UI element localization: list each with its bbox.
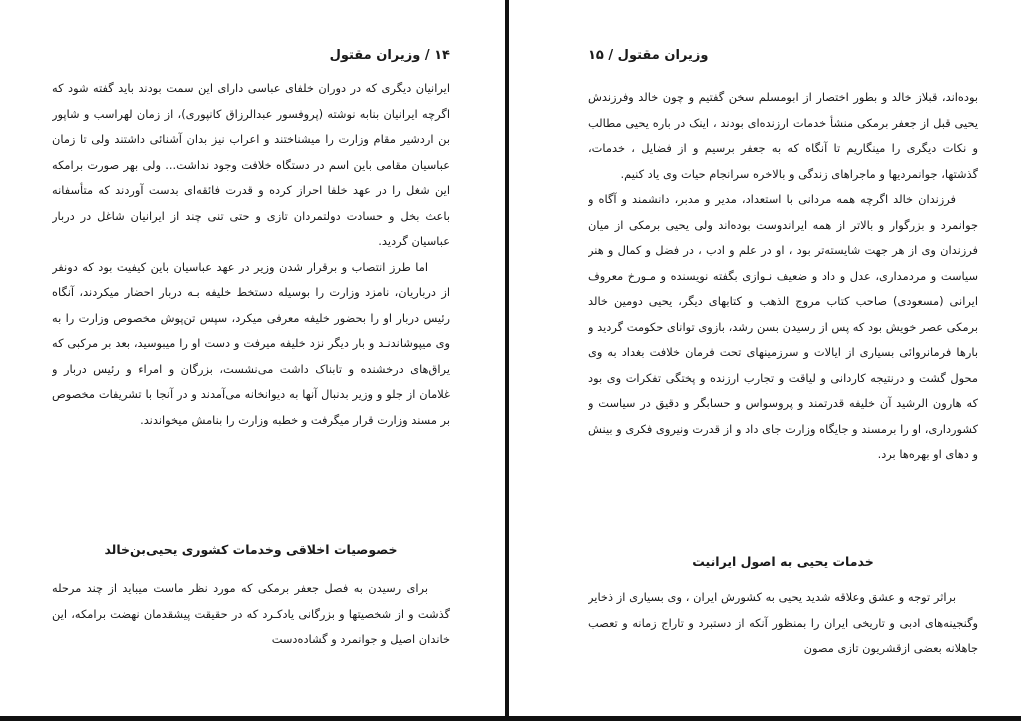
left-page xyxy=(52,0,450,715)
paragraph: ایرانیان دیگری که در دوران خلفای عباسی دارای این سمت بودند باید گفته شود که اگرچه ایرانیان بنابه نوشته (پروفسور عبدالرزاق کانپوری)، از زمان لهراسب و شاپور بن اردشیر مقام وزارت را میشناختند و اعراب نیز بدان آشنائی داشتند ولی تا زمان عباسیان مقامی باین اسم در دستگاه خلافت وجود نداشت... ولی بهر صورت برامکه این شغل را در عهد خلفا احراز کرده و قدرت فائقه‌ای بدست آوردند که متأسفانه باعث بخل و حسادت دولتمردان تازی و حتی تنی چند از ایرانیان شاغل در دربار عباسیان گردید. xyxy=(52,81,450,248)
running-head: ۱۴ / وزیران مقتول xyxy=(329,48,450,63)
section-body-text xyxy=(588,585,978,662)
body-text xyxy=(588,85,978,468)
section-body-text xyxy=(52,576,450,653)
paragraph: براثر توجه و عشق وعلاقه شدید یحیی به کشورش ایران ، وی بسیاری از ذخایر وگنجینه‌های ادبی و تاریخی ایران را بمنظور آنکه از دستبرد و تاراج زمانه و تعصب جاهلانه بعضی ازقشریون تازی مصون xyxy=(588,590,978,655)
paragraph: بوده‌اند، قبلاز خالد و بطور اختصار از ابومسلم سخن گفتیم و چون خالد وفرزندش یحیی قبل از جعفر برمکی منشأ خدمات ارزنده‌ای بودند ، اینک در باره یحیی مطالب و نکات دیگری را مینگاریم تا آنگاه که به جعفر برسیم و از فضایل ، خدمات، گذشتها، جوانمردیها و ماجراهای زندگی و بالاخره سرانجام حیات وی یاد کنیم. xyxy=(588,90,978,181)
paragraph: اما طرز انتصاب و برقرار شدن وزیر در عهد عباسیان باین کیفیت بود که دونفر از درباریان، نامزد وزارت را بوسیله دستخط خلیفه بـه دربار احضار میکردند، آنگاه رئیس دربار او را بحضور خلیفه معرفی میکرد، سپس تن‌پوش مخصوص وزارت را به وی میپوشاندنـد و بار دیگر نزد خلیفه میرفت و دست او را میبوسید، بعد بر مرکبی که یراق‌های درخشنده و تابناک داشت می‌نشست، بزرگان و امراء و رئیس دربار و غلامان از جلو و وزیر بدنبال آنها به دیوانخانه می‌آمدند و در آنجا با تشریفات مخصوص بر مسند وزارت قرار میگرفت و خطبه وزارت را بنامش میخواندند. xyxy=(52,259,450,427)
section-heading: خصوصیات اخلاقی وخدمات کشوری یحیی‌بن‌خالد xyxy=(104,542,398,557)
running-head: وزیران مقتول / ۱۵ xyxy=(588,48,709,63)
paragraph: برای رسیدن به فصل جعفر برمکی که مورد نظر ماست میباید از چند مرحله گذشت و از شخصیتها و بزرگانی یادکـرد که در حقیقت پیشقدمان نهضت برامکه، این خاندان اصیل و جوانمرد و گشاده‌دست xyxy=(52,581,450,646)
bottom-edge xyxy=(0,716,1021,721)
paragraph: فرزندان خالد اگرچه همه مردانی با استعداد، مدیر و مدبر، دانشمند و آگاه و جوانمرد و بزرگوار و بالاتر از همه ایراندوست بوده‌اند ولی یحیی برمکی از میان فرزندان وی از هر جهت شایسته‌تر بود ، او در علم و ادب ، در فضل و کمال و هنر سیاست و مردمداری، عدل و داد و ضعیف نـوازی بگفته نویسنده و مـورخ معروف ایرانی (مسعودی) صاحب کتاب مروج الذهب و کتابهای دیگر، یحیی دومین خالد برمکی عصر خویش بود که پس از رسیدن بسن رشد، بازوی توانای حکومت گردید و بارها فرمانروائی بسیاری از ایالات و سرزمینهای تحت فرمان خلافت بغداد به وی محول گشت و درنتیجه کاردانی و لیاقت و تجارب ارزنده و پختگی تفکرات وی بود که هارون الرشید آن خلیفه قدرتمند و پروسواس و حسابگر و دقیق در سیاست و کشورداری، او را برمسند و جایگاه وزارت جای داد و از قدرت ونیروی فکری و بینش و دهای او بهره‌ها برد. xyxy=(588,192,978,461)
body-text xyxy=(52,76,450,433)
right-page xyxy=(588,0,978,715)
book-gutter xyxy=(505,0,509,721)
section-heading: خدمات یحیی به اصول ایرانیت xyxy=(692,554,874,569)
